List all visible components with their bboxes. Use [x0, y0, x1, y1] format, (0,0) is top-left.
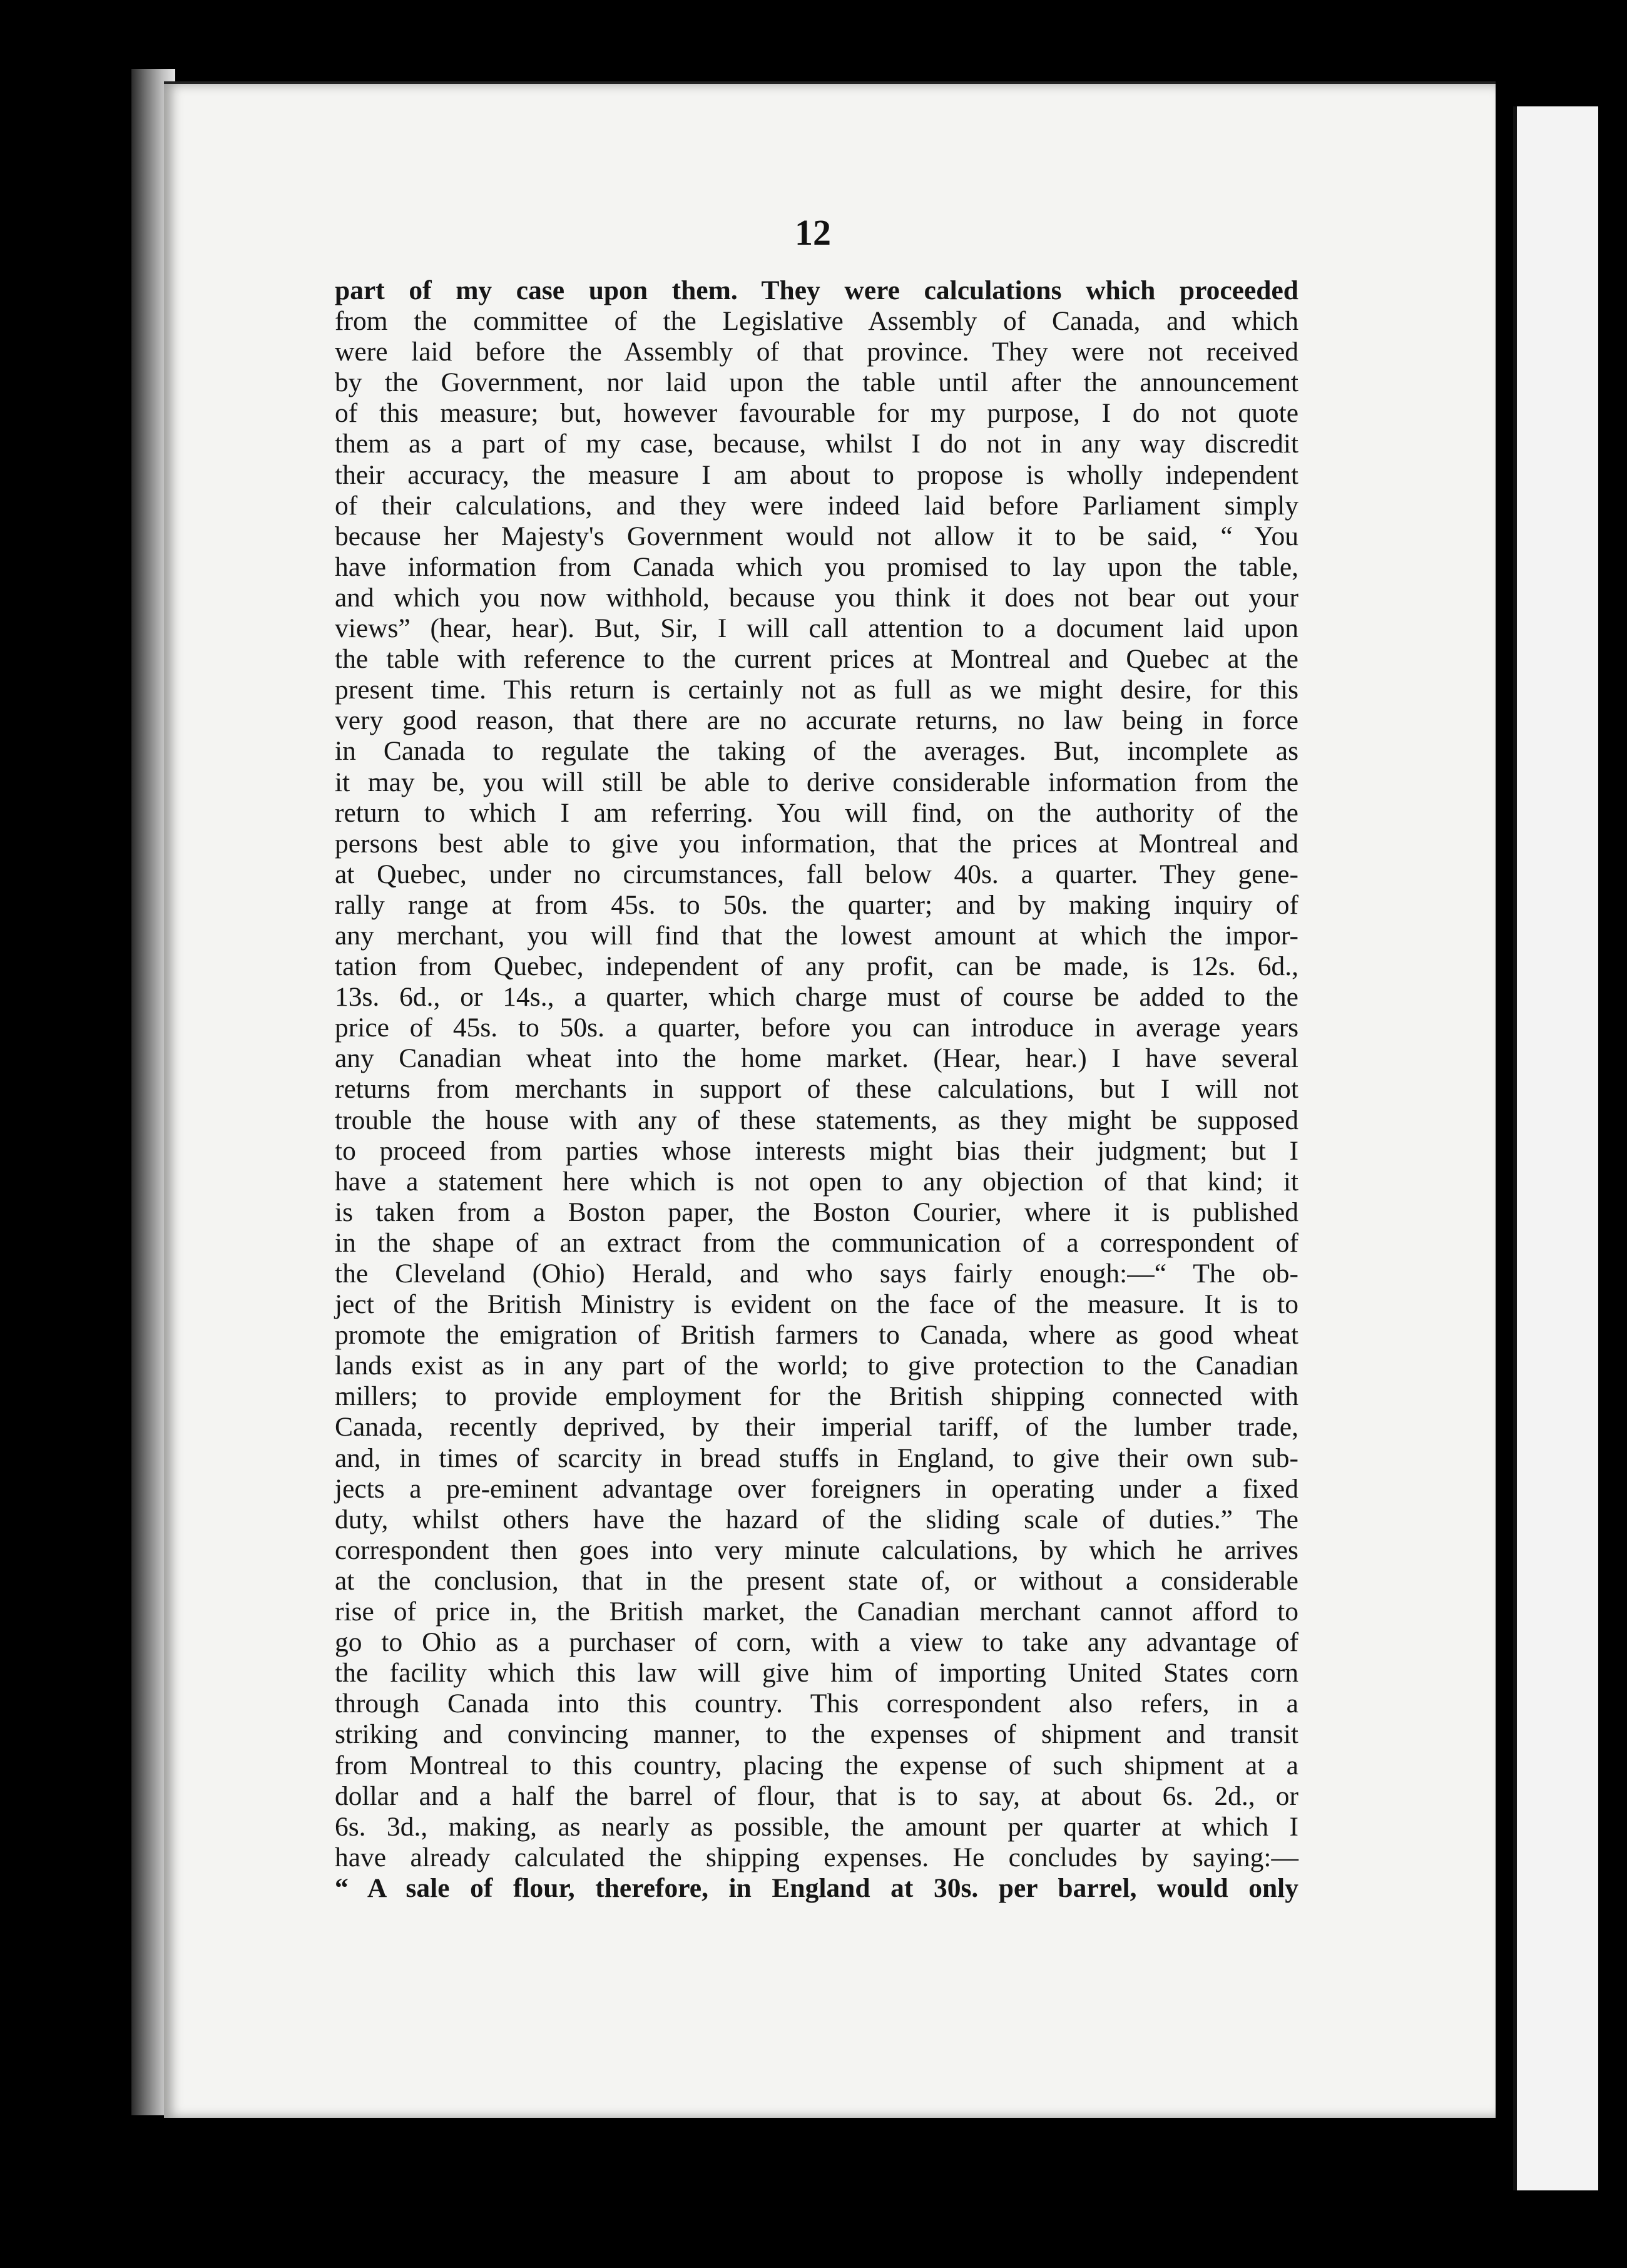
text-line: rise of price in, the British market, the Canadian merchant cannot afford to — [335, 1596, 1298, 1627]
text-line: were laid before the Assembly of that province. They were not received — [335, 337, 1298, 367]
text-line: at Quebec, under no circumstances, fall below 40s. a quarter. They gene- — [335, 859, 1298, 889]
text-line: the Cleveland (Ohio) Herald, and who says fairly enough:—“ The ob- — [335, 1259, 1298, 1289]
text-line: millers; to provide employment for the British shipping connected with — [335, 1381, 1298, 1412]
text-line: have already calculated the shipping expenses. He concludes by saying:— — [335, 1842, 1298, 1872]
text-line: price of 45s. to 50s. a quarter, before you can introduce in average years — [335, 1013, 1298, 1043]
text-line: returns from merchants in support of these calculations, but I will not — [335, 1074, 1298, 1105]
text-line: to proceed from parties whose interests might bias their judgment; but I — [335, 1135, 1298, 1166]
text-line: rally range at from 45s. to 50s. the quarter; and by making inquiry of — [335, 889, 1298, 920]
text-line: correspondent then goes into very minute calculations, by which he arrives — [335, 1535, 1298, 1565]
text-line: any Canadian wheat into the home market. (Hear, hear.) I have several — [335, 1043, 1298, 1074]
text-line: of this measure; but, however favourable for my purpose, I do not quote — [335, 398, 1298, 429]
text-line: go to Ohio as a purchaser of corn, with a view to take any advantage of — [335, 1627, 1298, 1658]
text-line: part of my case upon them. They were calculations which proceeded — [335, 275, 1298, 305]
text-line: is taken from a Boston paper, the Boston Courier, where it is published — [335, 1197, 1298, 1227]
text-line: present time. This return is certainly not as full as we might desire, for this — [335, 675, 1298, 705]
text-line: because her Majesty's Government would not allow it to be said, “ You — [335, 521, 1298, 551]
text-line: through Canada into this country. This correspondent also refers, in a — [335, 1688, 1298, 1719]
page-number: 12 — [795, 212, 831, 253]
text-line: have a statement here which is not open to any objection of that kind; it — [335, 1166, 1298, 1197]
text-line: and, in times of scarcity in bread stuffs in England, to give their own sub- — [335, 1443, 1298, 1473]
text-line: “ A sale of flour, therefore, in England at 30s. per barrel, would only — [335, 1872, 1298, 1903]
text-line: return to which I am referring. You will find, on the authority of the — [335, 797, 1298, 828]
text-line: views” (hear, hear). But, Sir, I will call attention to a document laid upon — [335, 613, 1298, 644]
text-line: and which you now withhold, because you think it does not bear out your — [335, 582, 1298, 613]
text-line: striking and convincing manner, to the expenses of shipment and transit — [335, 1719, 1298, 1750]
text-line: 13s. 6d., or 14s., a quarter, which charge must of course be added to the — [335, 982, 1298, 1013]
text-line: by the Government, nor laid upon the table until after the announcement — [335, 367, 1298, 398]
text-line: Canada, recently deprived, by their imperial tariff, of the lumber trade, — [335, 1412, 1298, 1443]
text-line: ject of the British Ministry is evident on the face of the measure. It is to — [335, 1289, 1298, 1320]
text-line: them as a part of my case, because, whilst I do not in any way discredit — [335, 429, 1298, 459]
text-line: it may be, you will still be able to derive considerable information from the — [335, 767, 1298, 797]
adjacent-page-edge — [1513, 106, 1598, 2190]
text-line: jects a pre-eminent advantage over foreigners in operating under a fixed — [335, 1473, 1298, 1504]
text-line: trouble the house with any of these statements, as they might be supposed — [335, 1105, 1298, 1135]
text-line: have information from Canada which you promised to lay upon the table, — [335, 551, 1298, 582]
text-line: the facility which this law will give him of importing United States corn — [335, 1658, 1298, 1688]
text-line: dollar and a half the barrel of flour, that is to say, at about 6s. 2d., or — [335, 1780, 1298, 1811]
text-line: 6s. 3d., making, as nearly as possible, the amount per quarter at which I — [335, 1811, 1298, 1842]
text-line: tation from Quebec, independent of any profit, can be made, is 12s. 6d., — [335, 951, 1298, 982]
text-line: duty, whilst others have the hazard of the sliding scale of duties.” The — [335, 1504, 1298, 1535]
text-line: in Canada to regulate the taking of the averages. But, incomplete as — [335, 736, 1298, 767]
text-line: persons best able to give you information, that the prices at Montreal and — [335, 828, 1298, 859]
text-line: from the committee of the Legislative Assembly of Canada, and which — [335, 306, 1298, 337]
text-line: of their calculations, and they were indeed laid before Parliament simply — [335, 490, 1298, 521]
text-line: from Montreal to this country, placing the expense of such shipment at a — [335, 1750, 1298, 1780]
text-line: promote the emigration of British farmers to Canada, where as good wheat — [335, 1320, 1298, 1351]
text-line: any merchant, you will find that the lowest amount at which the impor- — [335, 920, 1298, 951]
text-line: lands exist as in any part of the world; to give protection to the Canadian — [335, 1351, 1298, 1381]
text-line: very good reason, that there are no accurate returns, no law being in force — [335, 705, 1298, 736]
body-text — [335, 275, 1298, 1904]
text-line: their accuracy, the measure I am about to propose is wholly independent — [335, 459, 1298, 490]
text-line: at the conclusion, that in the present state of, or without a considerable — [335, 1565, 1298, 1596]
text-line: the table with reference to the current prices at Montreal and Quebec at the — [335, 644, 1298, 675]
text-line: in the shape of an extract from the communication of a correspondent of — [335, 1227, 1298, 1258]
